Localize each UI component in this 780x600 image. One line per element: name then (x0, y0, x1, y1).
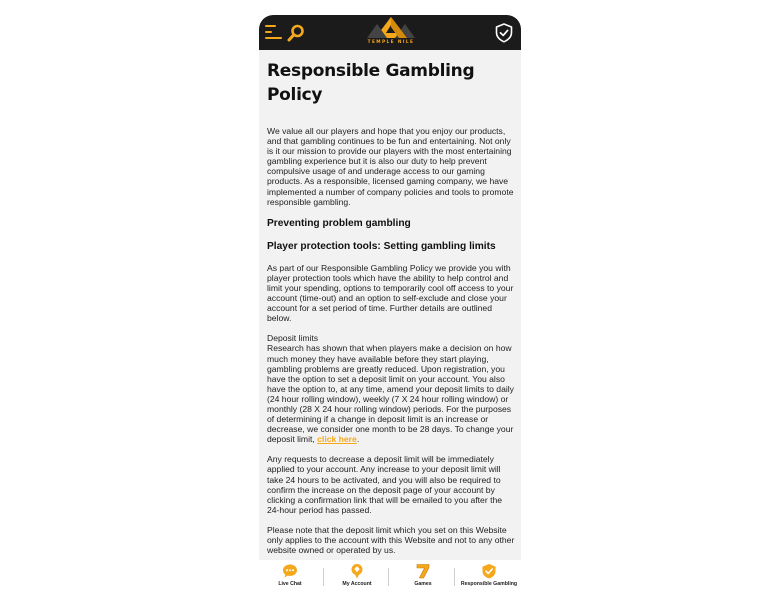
nav-games-label: Games (414, 581, 432, 587)
bottom-navigation (259, 560, 521, 600)
logo-text: TEMPLE NILE (367, 40, 415, 45)
heading-player-protection-tools: Player protection tools: Setting gambling limits (267, 240, 496, 252)
note-paragraph: Please note that the deposit limit which you set on this Website only applies to the account with this Website and not to any other website owned or operated by us. (267, 524, 515, 556)
nav-divider (388, 568, 389, 586)
shield-check-icon[interactable] (495, 23, 513, 43)
search-icon[interactable] (286, 23, 306, 43)
deposit-limits-label: Deposit limits (267, 333, 319, 344)
nav-games[interactable] (399, 560, 447, 600)
decrease-paragraph: Any requests to decrease a deposit limit will be immediately applied to your account. Any increase to your deposit limit will take 24 hours to be activated, and you will also be required to confirm the increase on the deposit page of your account by clicking a confirmation link that will be emailed to you after the 24-hour period has passed. (267, 454, 503, 515)
click-here-link[interactable]: click here (317, 434, 357, 445)
deposit-limits-text: Research has shown that when players make a decision on how much money they have available before they start playing, gambling problems are greatly reduced. Upon registration, you have the option to set a deposit limit on your account. You also have the option to, at any time, amend your deposit limits to daily (24 hour rolling window), weekly (7 X 24 hour rolling window) or monthly (28 X 24 hour rolling window) periods. For the purposes of determining if a change in deposit limit is an increase or decrease, we consider one month to be 28 days. To change your deposit limit, (267, 343, 514, 445)
nav-my-account-label: My Account (342, 581, 372, 587)
nav-live-chat[interactable] (267, 560, 313, 600)
shield-check-icon (481, 563, 497, 579)
nav-divider (454, 568, 455, 586)
tools-paragraph: As part of our Responsible Gambling Policy we provide you with player protection tools which have the ability to help control and limit your spending, options to temporarily cool off access to your account (time-out) and an option to self-exclude and close your account for a set period of time. Further details are outlined below. (267, 262, 514, 324)
heading-preventing-problem-gambling: Preventing problem gambling (267, 217, 411, 229)
phone-frame (259, 15, 521, 600)
pyramid-logo-icon (363, 16, 419, 42)
menu-icon[interactable] (265, 24, 283, 40)
my-account-icon (349, 563, 365, 579)
policy-content (267, 59, 515, 565)
nav-live-chat-label: Live Chat (278, 581, 302, 587)
deposit-limits-paragraph (267, 333, 515, 444)
nav-my-account[interactable] (333, 560, 381, 600)
page-title: Responsible Gambling Policy (267, 61, 475, 105)
intro-paragraph: We value all our players and hope that you enjoy our products, and that gambling continues to be fun and entertaining. Not only is it our mission to provide our players with the most entertaining gambling experience but it is also our duty to help prevent compulsive usage of and underage access to our gaming products. As a responsible, licensed gaming company, we have implemented a number of company policies and tools to promote responsible gambling. (267, 126, 514, 207)
nav-responsible-gambling-label: Responsible Gambling (460, 581, 518, 587)
deposit-limits-period: . (356, 434, 360, 445)
app-header (259, 15, 521, 50)
temple-nile-logo[interactable] (363, 16, 419, 50)
lucky-seven-icon (415, 563, 431, 579)
nav-responsible-gambling[interactable] (458, 560, 520, 600)
nav-divider (323, 568, 324, 586)
chat-bubble-icon (282, 563, 298, 579)
